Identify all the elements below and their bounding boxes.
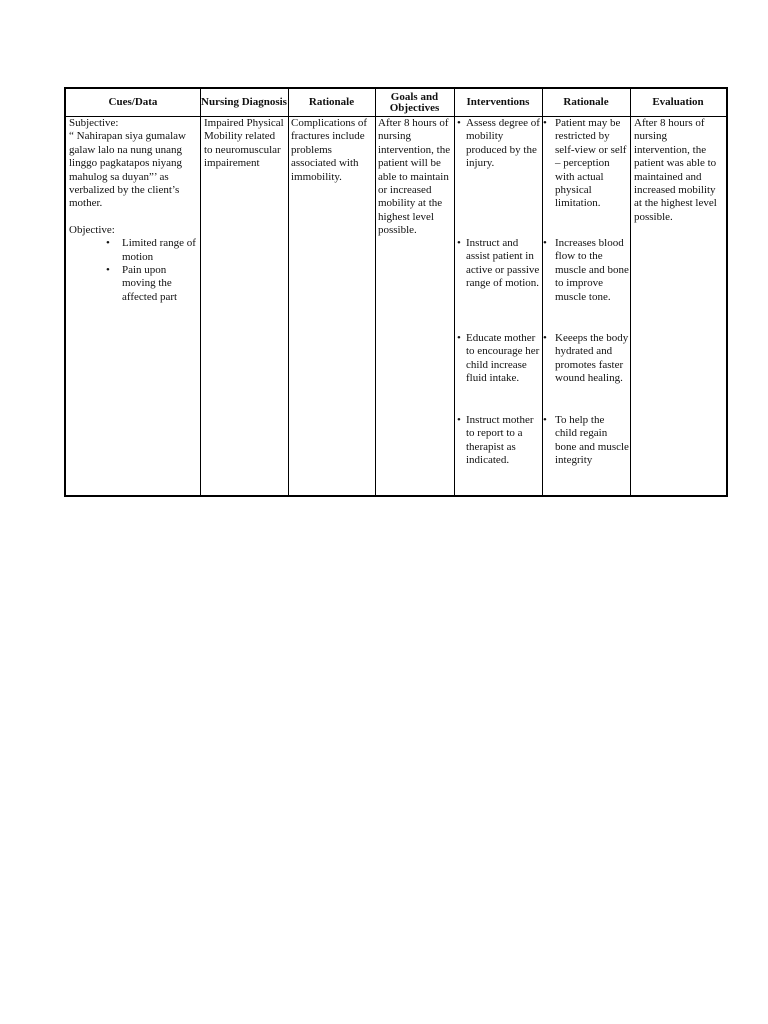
column-divider	[200, 89, 201, 495]
column-divider	[454, 89, 455, 495]
rationale-item	[543, 237, 629, 304]
rationale-item	[543, 414, 629, 468]
bullet: •	[543, 414, 547, 426]
header-interventions: Interventions	[466, 96, 530, 108]
bullet: •	[543, 237, 547, 249]
evaluation-cell: After 8 hours of nursing intervention, the patient was able to maintained and increased mobility at the highest level possible.	[634, 117, 717, 223]
bullet: •	[543, 117, 547, 129]
intervention-text: Instruct and assist patient in active or passive range of motion.	[466, 237, 540, 290]
rationale-text: Keeeps the body hydrated and promotes faster wound healing.	[555, 332, 629, 385]
header-evaluation: Evaluation	[652, 96, 704, 108]
header-nursing-diagnosis: Nursing Diagnosis	[201, 96, 287, 108]
bullet: •	[457, 332, 461, 344]
bullet: •	[106, 237, 110, 250]
header-rationale: Rationale	[308, 96, 355, 108]
intervention-item	[457, 414, 540, 468]
bullet: •	[457, 117, 461, 129]
objective-label: Objective:	[69, 223, 115, 236]
header-cues-data: Cues/Data	[108, 96, 158, 108]
column-divider	[288, 89, 289, 495]
objective-item-text: Limited range of motion	[122, 237, 196, 263]
intervention-text: Assess degree of mobility produced by the injury.	[466, 117, 540, 170]
rationale-item	[543, 332, 629, 386]
rationale-item	[543, 117, 629, 211]
objective-item	[106, 237, 199, 264]
intervention-item	[457, 332, 540, 386]
subjective-label: Subjective:	[69, 117, 119, 129]
column-divider	[375, 89, 376, 495]
subjective-text: “ Nahirapan siya gumalaw galaw lalo na nung unang linggo pagkatapos niyang mahulog sa duyan”’ as verbalized by the client’s mother.	[69, 130, 186, 210]
objective-item	[106, 264, 199, 304]
bullet: •	[457, 237, 461, 249]
bullet: •	[543, 332, 547, 344]
bullet: •	[106, 264, 110, 277]
header-goals-objectives: Goals and Objectives	[389, 90, 440, 114]
header-rationale-2: Rationale	[563, 96, 609, 108]
intervention-text: Instruct mother to report to a therapist as indicated.	[466, 414, 534, 467]
rationale-text: To help the child regain bone and muscle integrity	[555, 414, 629, 467]
bullet: •	[457, 414, 461, 426]
intervention-item	[457, 237, 540, 291]
intervention-item	[457, 117, 540, 171]
nursing-care-plan-table	[64, 87, 728, 497]
column-divider	[542, 89, 543, 495]
intervention-text: Educate mother to encourage her child increase fluid intake.	[466, 332, 540, 385]
objective-item-text: Pain upon moving the affected part	[122, 264, 178, 303]
nursing-diagnosis-cell: Impaired Physical Mobility related to neuromuscular impairement	[204, 117, 284, 170]
cues-data-cell	[69, 117, 199, 304]
rationale-cell: Complications of fractures include problems associated with immobility.	[291, 117, 368, 183]
rationale-text: Increases blood flow to the muscle and bone to improve muscle tone.	[555, 237, 629, 303]
goals-cell: After 8 hours of nursing intervention, the patient will be able to maintain or increased mobility at the highest level possible.	[378, 117, 451, 237]
column-divider	[630, 89, 631, 495]
rationale-text: Patient may be restricted by self-view or self – perception with actual physical limitation.	[555, 117, 627, 210]
